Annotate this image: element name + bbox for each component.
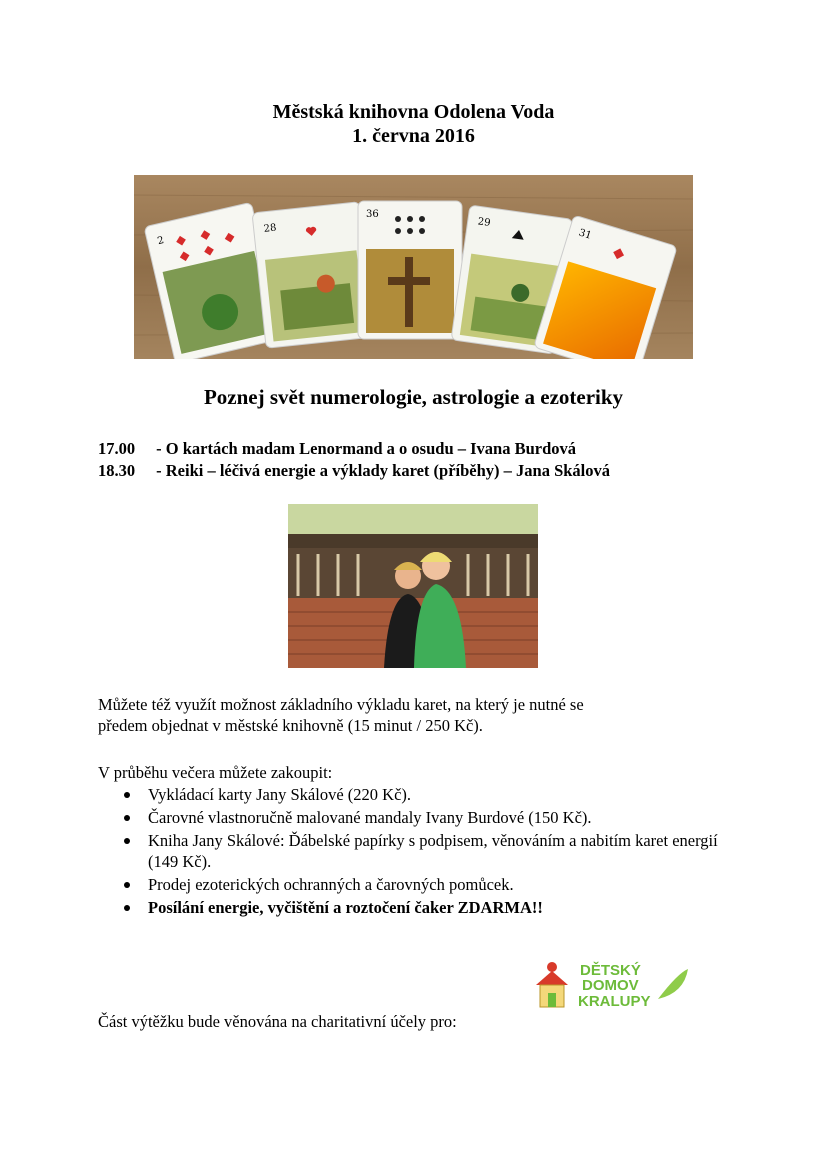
intro-line: Můžete též využít možnost základního výkladu karet, na který je nutné se <box>98 695 584 714</box>
list-item: Prodej ezoterických ochranných a čarovných pomůcek. <box>98 874 738 895</box>
house-icon <box>536 962 568 1007</box>
intro-line: předem objednat v městské knihovně (15 minut / 250 Kč). <box>98 716 483 735</box>
logo-text-line1: DĚTSKÝ <box>580 962 641 979</box>
card-number: 28 <box>263 222 278 235</box>
speakers-photo <box>288 504 538 668</box>
schedule-time: 17.00 <box>98 439 136 458</box>
logo-text-line2: DOMOV <box>582 977 639 994</box>
buy-list <box>98 784 738 920</box>
list-item: Vykládací karty Jany Skálové (220 Kč). <box>98 784 738 805</box>
list-item: Čarovné vlastnoručně malované mandaly Ivany Burdové (150 Kč). <box>98 807 738 828</box>
list-item: Kniha Jany Skálové: Ďábelské papírky s podpisem, věnováním a nabitím karet energií (149 Kč). <box>98 830 738 872</box>
schedule-item <box>98 439 576 459</box>
event-subtitle: Poznej svět numerologie, astrologie a ezoteriky <box>203 385 624 409</box>
event-date: 1. června 2016 <box>352 125 475 147</box>
schedule-time: 18.30 <box>98 461 136 480</box>
charity-note: Část výtěžku bude věnována na charitativní účely pro: <box>98 1012 457 1031</box>
schedule-item <box>98 461 610 481</box>
card-number: 29 <box>476 216 492 229</box>
card-number: 2 <box>156 235 166 248</box>
card-number: 36 <box>366 209 379 220</box>
leaf-icon <box>658 969 688 999</box>
page-title: Městská knihovna Odolena Voda <box>272 101 555 123</box>
buy-title: V průběhu večera můžete zakoupit: <box>98 763 333 782</box>
detsky-domov-kralupy-logo <box>530 955 690 1015</box>
lenormand-cards-photo <box>134 175 693 359</box>
schedule-text: - O kartách madam Lenormand a o osudu – Ivana Burdová <box>156 439 577 458</box>
card-number: 31 <box>577 227 593 242</box>
schedule-text: - Reiki – léčivá energie a výklady karet (příběhy) – Jana Skálová <box>156 461 611 480</box>
list-item: Posílání energie, vyčištění a roztočení čaker ZDARMA!! <box>98 897 738 918</box>
logo-text-line3: KRALUPY <box>578 993 651 1010</box>
